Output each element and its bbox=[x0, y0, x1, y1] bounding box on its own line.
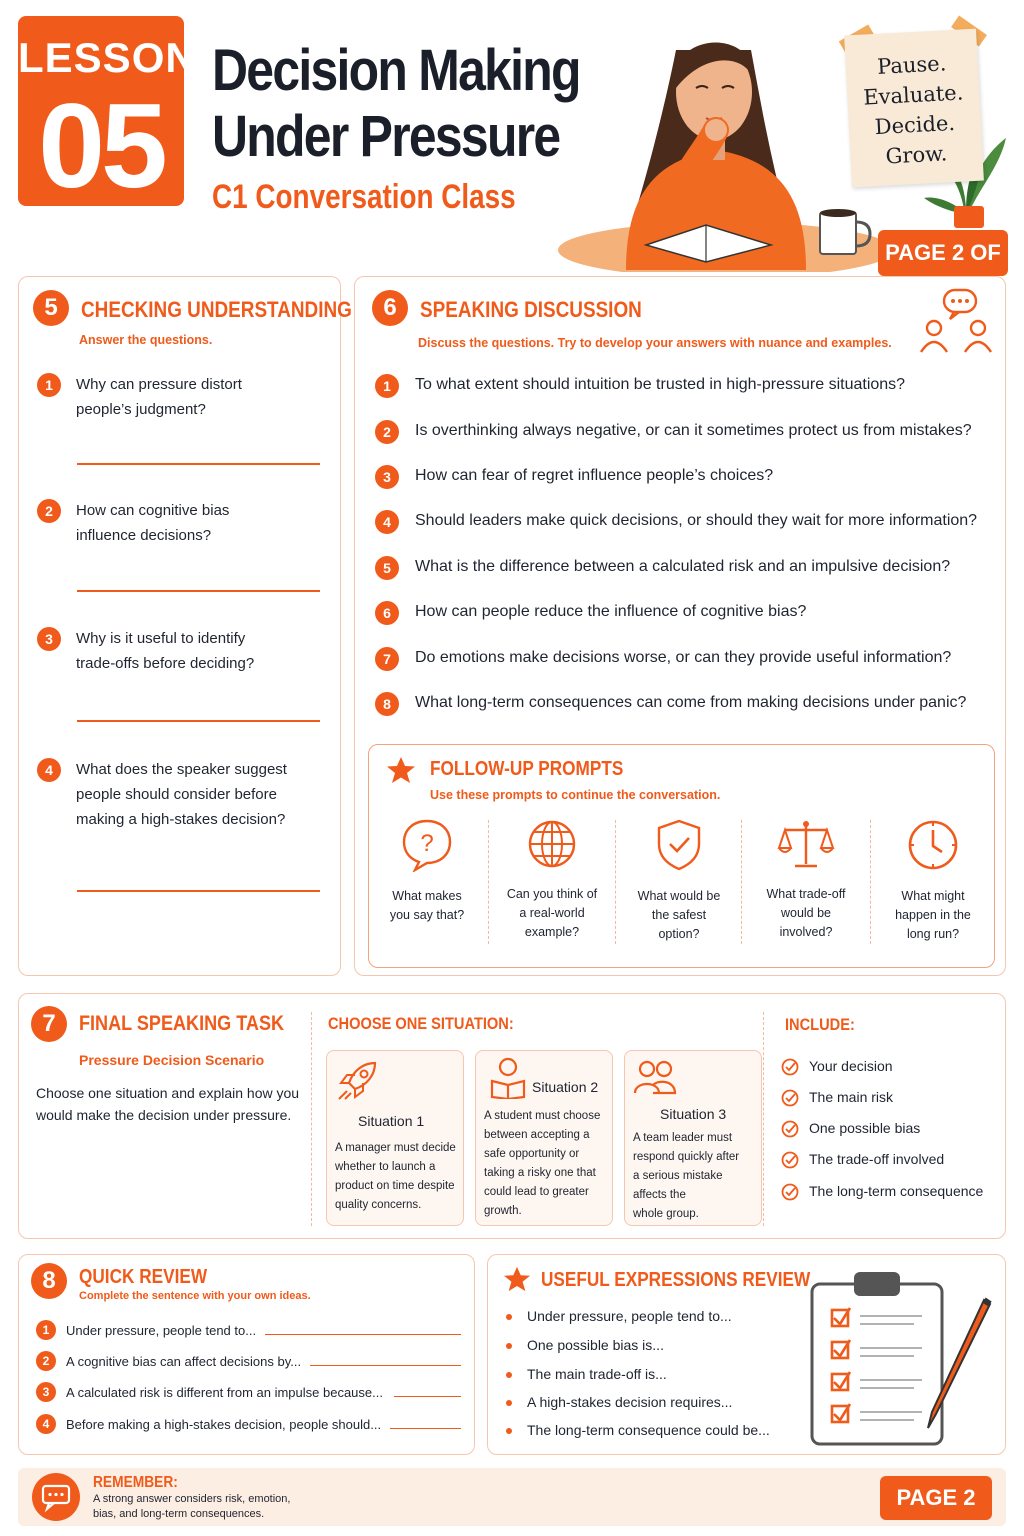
student-reading-icon bbox=[488, 1057, 528, 1099]
question-number: 7 bbox=[375, 647, 399, 671]
question-text: How can cognitive bias influence decisions? bbox=[76, 502, 230, 544]
note-line: Grow. bbox=[885, 141, 948, 169]
section-subtitle: Pressure Decision Scenario bbox=[79, 1052, 265, 1068]
page-label: PAGE 2 bbox=[880, 1476, 992, 1520]
section-title: QUICK REVIEW bbox=[79, 1266, 208, 1288]
include-item: The long-term consequence bbox=[781, 1183, 799, 1204]
follow-up-prompt: ? What makes you say that? bbox=[372, 818, 482, 925]
follow-up-title: FOLLOW-UP PROMPTS bbox=[430, 758, 624, 780]
situation-text: A team leader must respond quickly after a serious mistake affects the whole group. bbox=[633, 1132, 740, 1220]
follow-up-prompt: What would be the safest option? bbox=[624, 818, 734, 944]
answer-line[interactable] bbox=[310, 1365, 461, 1366]
answer-line[interactable] bbox=[77, 590, 320, 592]
divider bbox=[741, 820, 742, 944]
divider bbox=[763, 1012, 764, 1226]
section-number: 6 bbox=[372, 290, 408, 326]
follow-up-prompt: Can you think of a real-world example? bbox=[497, 818, 607, 942]
page-title bbox=[212, 38, 580, 170]
star-icon bbox=[503, 1266, 531, 1292]
section-subtitle: Complete the sentence with your own ideas. bbox=[79, 1290, 311, 1302]
answer-line[interactable] bbox=[390, 1428, 461, 1429]
item-number: 1 bbox=[36, 1320, 56, 1340]
question-number: 1 bbox=[37, 373, 61, 397]
note-line: Pause. bbox=[876, 51, 947, 79]
question-number: 1 bbox=[375, 374, 399, 398]
team-icon bbox=[633, 1059, 677, 1095]
page-badge: PAGE 2 OF bbox=[878, 230, 1008, 276]
clock-icon bbox=[906, 818, 960, 872]
check-circle-icon bbox=[781, 1183, 799, 1201]
remember-text: A strong answer considers risk, emotion, bias, and long-term consequences. bbox=[93, 1493, 291, 1520]
follow-up-subtitle: Use these prompts to continue the conversation. bbox=[430, 788, 721, 802]
choose-situation-title: CHOOSE ONE SITUATION: bbox=[328, 1014, 514, 1033]
coffee-mug-icon bbox=[816, 206, 874, 258]
situation-card[interactable] bbox=[326, 1050, 464, 1226]
discussion-question: Is overthinking always negative, or can it sometimes protect us from mistakes? bbox=[415, 422, 972, 439]
situation-text: A student must choose between accepting a safe opportunity or taking a risky one that could lead to greater growth. bbox=[484, 1110, 601, 1217]
question-number: 2 bbox=[375, 420, 399, 444]
section-title: USEFUL EXPRESSIONS REVIEW bbox=[541, 1269, 811, 1291]
question-number: 8 bbox=[375, 692, 399, 716]
sticky-note bbox=[844, 29, 984, 188]
note-line: Decide. bbox=[874, 110, 956, 140]
answer-line[interactable] bbox=[77, 463, 320, 465]
question-number: 5 bbox=[375, 556, 399, 580]
clipboard-checklist-icon bbox=[804, 1264, 1000, 1448]
section-number: 5 bbox=[33, 290, 69, 326]
lesson-number: 05 bbox=[38, 79, 164, 213]
note-line: Evaluate. bbox=[862, 80, 964, 110]
item-number: 2 bbox=[36, 1351, 56, 1371]
include-item: One possible bias bbox=[781, 1120, 799, 1141]
shield-check-icon bbox=[653, 818, 705, 872]
discussion-question: To what extent should intuition be trusted in high-pressure situations? bbox=[415, 376, 906, 393]
check-circle-icon bbox=[781, 1120, 799, 1138]
task-instruction: Choose one situation and explain how you would make the decision under pressure. bbox=[36, 1085, 300, 1123]
discussion-question: Should leaders make quick decisions, or should they wait for more information? bbox=[415, 512, 978, 529]
divider bbox=[615, 820, 616, 944]
lesson-badge bbox=[18, 16, 197, 213]
question-text: Why is it useful to identify trade-offs before deciding? bbox=[76, 630, 255, 672]
section-number: 8 bbox=[31, 1263, 67, 1299]
situation-text: A manager must decide whether to launch a product on time despite quality concerns. bbox=[335, 1142, 456, 1211]
question-text: What does the speaker suggest people should consider before making a high-stakes decision? bbox=[76, 761, 287, 828]
question-bubble-icon bbox=[401, 818, 453, 872]
discussion-question: How can people reduce the influence of cognitive bias? bbox=[415, 603, 807, 620]
lesson-word: LESSON bbox=[18, 34, 197, 81]
follow-up-prompt: What trade-off would be involved? bbox=[751, 818, 861, 942]
item-number: 4 bbox=[36, 1414, 56, 1434]
question-number: 3 bbox=[375, 465, 399, 489]
include-item: Your decision bbox=[781, 1058, 799, 1079]
follow-up-prompt: What might happen in the long run? bbox=[878, 818, 988, 944]
check-circle-icon bbox=[781, 1151, 799, 1169]
globe-icon bbox=[526, 818, 578, 870]
title-line-2: Under Pressure bbox=[212, 104, 560, 169]
section-subtitle: Answer the questions. bbox=[79, 333, 213, 347]
discussion-question: How can fear of regret influence people’s choices? bbox=[415, 467, 774, 484]
answer-line[interactable] bbox=[394, 1396, 461, 1397]
situation-card[interactable] bbox=[475, 1050, 613, 1226]
include-title: INCLUDE: bbox=[785, 1015, 855, 1034]
divider bbox=[870, 820, 871, 944]
discussion-question: What long-term consequences can come from making decisions under panic? bbox=[415, 694, 967, 711]
divider bbox=[488, 820, 489, 944]
answer-line[interactable] bbox=[77, 890, 320, 892]
check-circle-icon bbox=[781, 1089, 799, 1107]
balance-scale-icon bbox=[777, 818, 835, 870]
section-title: CHECKING UNDERSTANDING bbox=[81, 297, 352, 322]
section-subtitle: Discuss the questions. Try to develop your answers with nuance and examples. bbox=[418, 336, 892, 350]
discussion-question: Do emotions make decisions worse, or can they provide useful information? bbox=[415, 649, 952, 666]
question-number: 4 bbox=[37, 758, 61, 782]
question-number: 3 bbox=[37, 627, 61, 651]
answer-line[interactable] bbox=[265, 1334, 461, 1335]
star-icon bbox=[386, 756, 416, 784]
svg-text:?: ? bbox=[420, 830, 434, 857]
situation-title: Situation 3 bbox=[660, 1106, 727, 1122]
discussion-question: What is the difference between a calculated risk and an impulsive decision? bbox=[415, 558, 951, 575]
section-title: SPEAKING DISCUSSION bbox=[420, 297, 642, 322]
question-number: 4 bbox=[375, 510, 399, 534]
speech-bubble-icon bbox=[30, 1472, 82, 1522]
discussion-people-icon bbox=[918, 288, 994, 354]
check-circle-icon bbox=[781, 1058, 799, 1076]
situation-title: Situation 2 bbox=[532, 1079, 599, 1095]
rocket-icon bbox=[335, 1059, 379, 1103]
situation-title: Situation 1 bbox=[358, 1113, 425, 1129]
item-number: 3 bbox=[36, 1382, 56, 1402]
include-item: The trade-off involved bbox=[781, 1151, 799, 1172]
page-subtitle: C1 Conversation Class bbox=[212, 178, 516, 216]
answer-line[interactable] bbox=[77, 720, 320, 722]
remember-title: REMEMBER: bbox=[93, 1474, 178, 1491]
section-number: 7 bbox=[31, 1006, 67, 1042]
question-number: 6 bbox=[375, 601, 399, 625]
title-line-1: Decision Making bbox=[212, 38, 580, 103]
divider bbox=[311, 1012, 312, 1226]
section-title: FINAL SPEAKING TASK bbox=[79, 1012, 285, 1035]
situation-card[interactable] bbox=[624, 1050, 762, 1226]
question-number: 2 bbox=[37, 499, 61, 523]
question-text: Why can pressure distort people’s judgment? bbox=[76, 376, 242, 418]
include-item: The main risk bbox=[781, 1089, 799, 1110]
